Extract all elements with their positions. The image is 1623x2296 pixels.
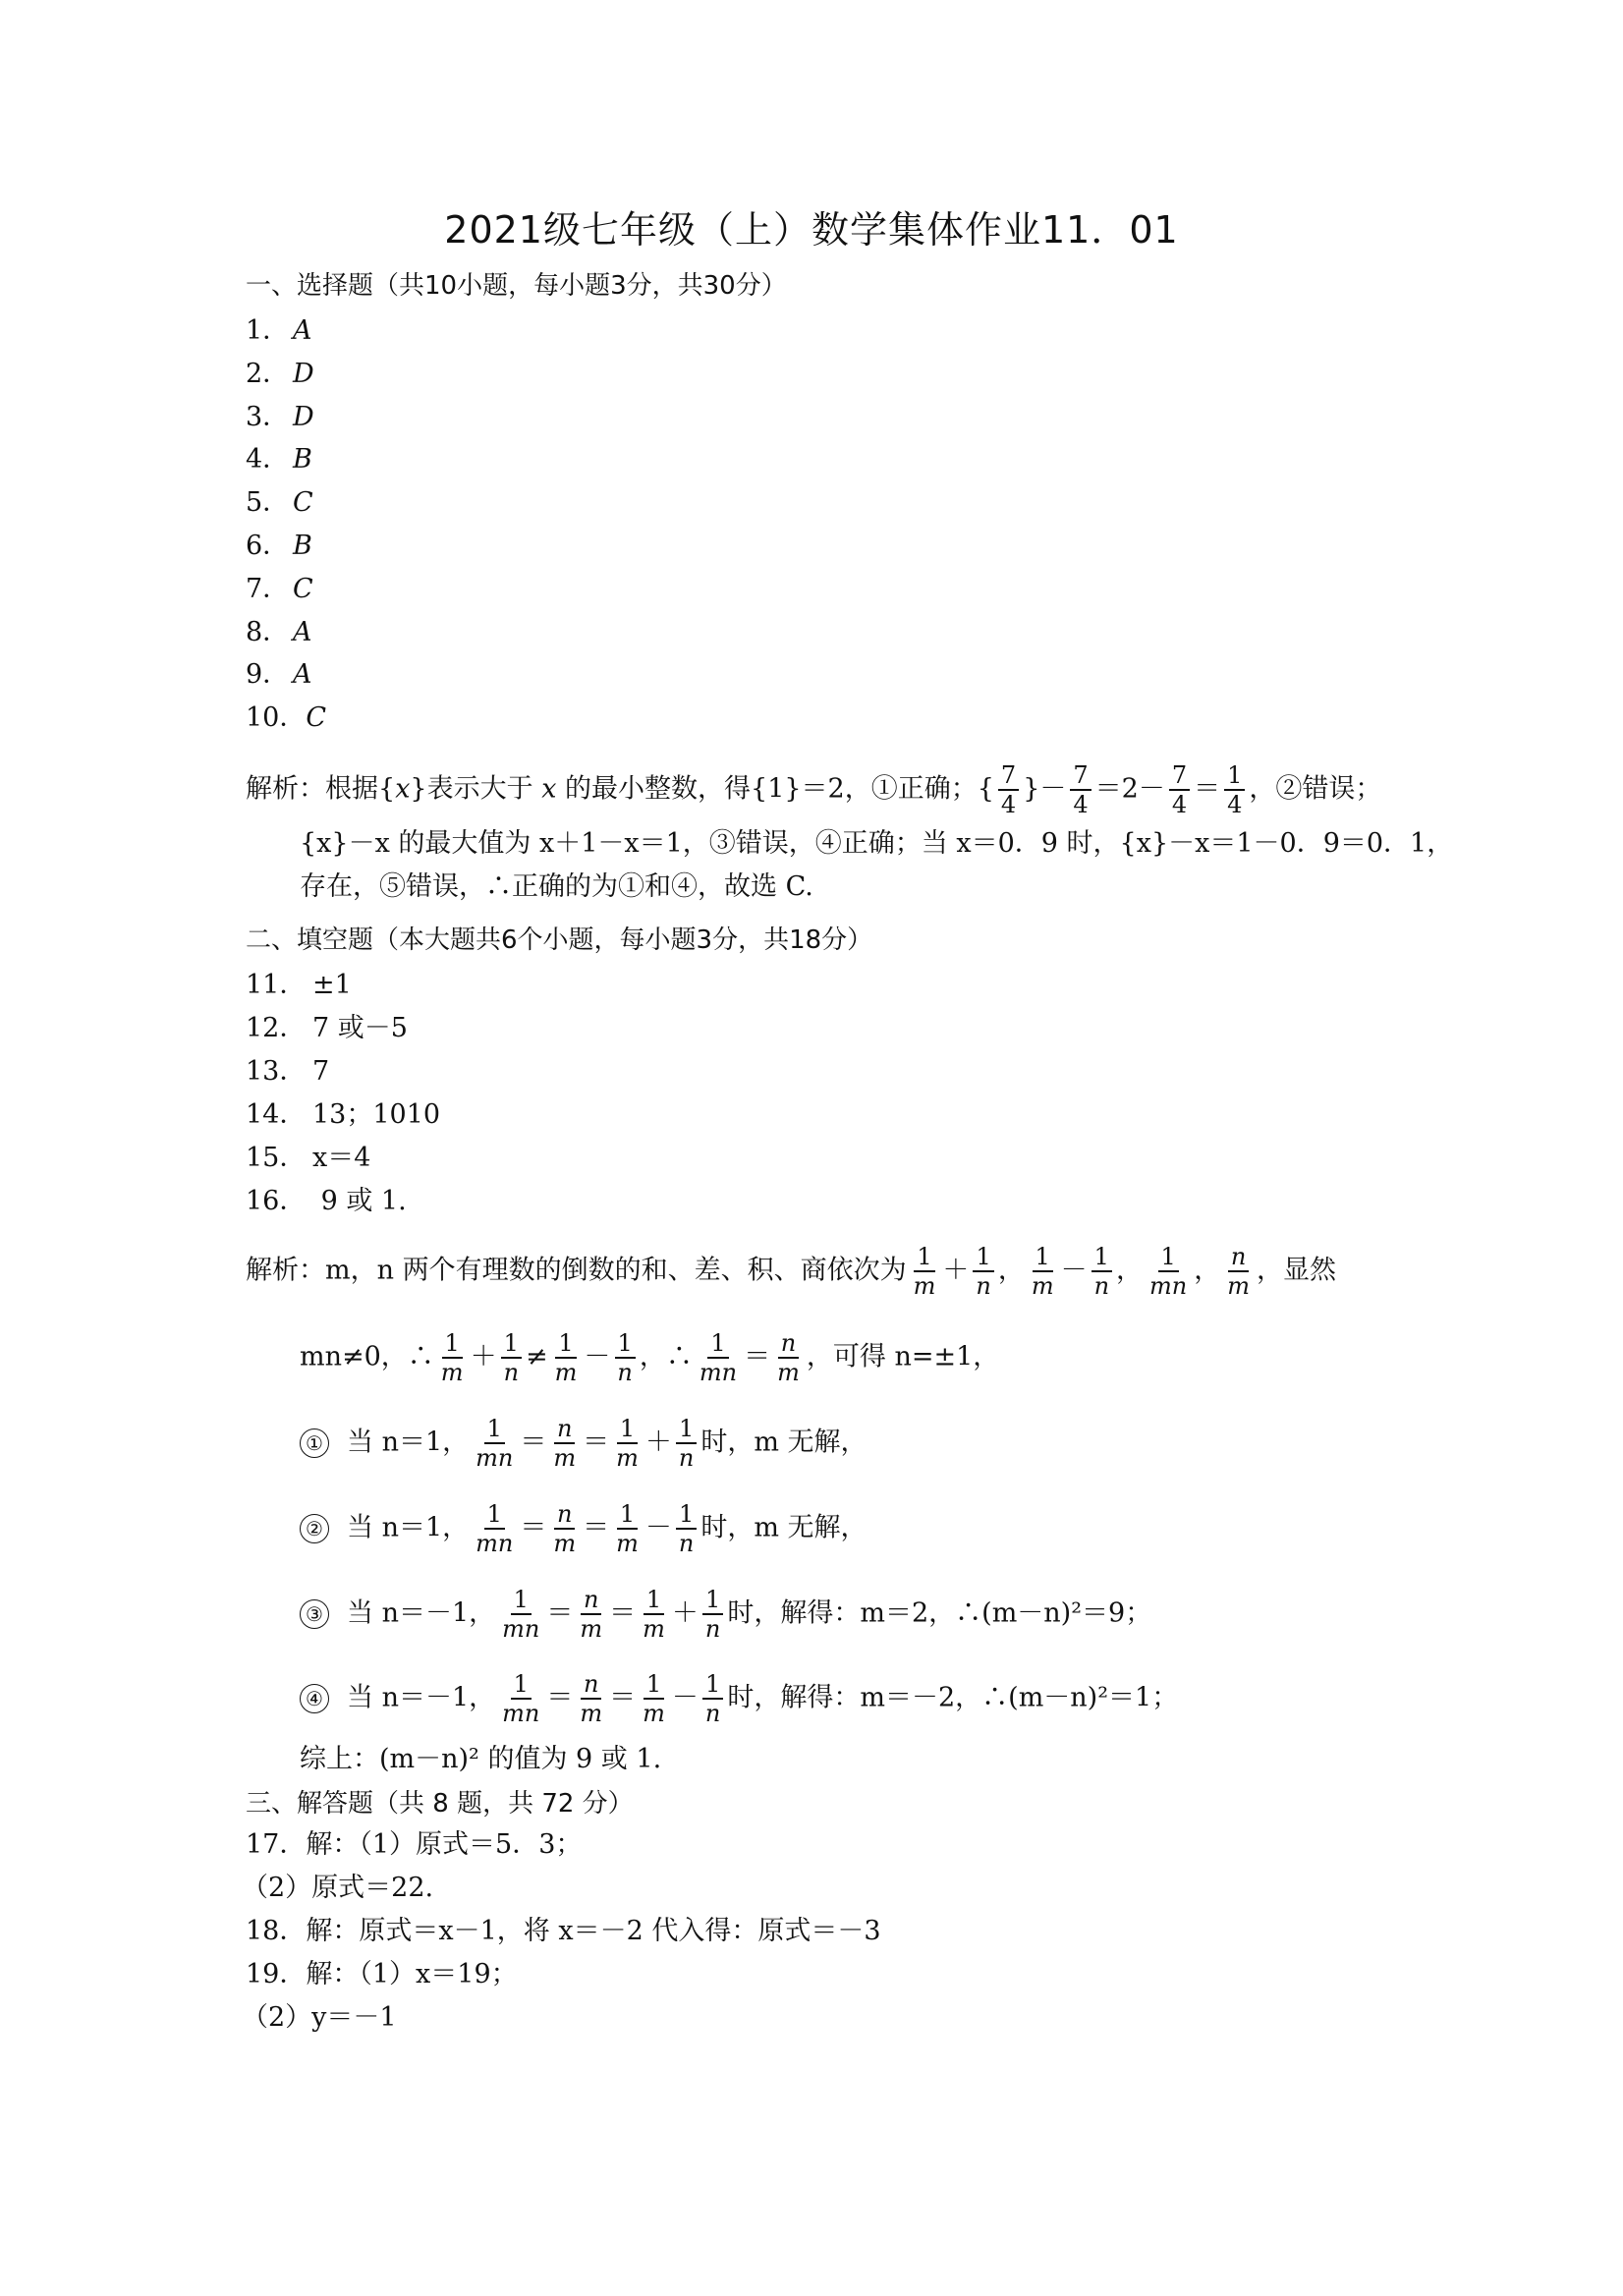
section1-header: 一、选择题（共10小题，每小题3分，共30分） [246,271,787,301]
denominator: mn [476,1444,514,1472]
op: ＋ [644,1427,672,1458]
numerator: n [1228,1243,1249,1272]
text: ，②错误； [1249,773,1382,805]
numerator: 1 [484,1415,505,1444]
numerator: n [581,1670,601,1700]
answer-number: 11． [246,970,307,1000]
numerator: n [778,1329,799,1359]
text: 当 n＝1， [347,1512,470,1543]
denominator: 4 [1227,791,1243,818]
op: ， [997,1255,1025,1286]
op: ≠ [526,1341,548,1372]
case-line [300,1586,1151,1643]
fill-answer [246,1143,370,1174]
fill-answer [246,1186,407,1217]
text: ，∴ [639,1341,693,1372]
text: 时，m 无解， [700,1512,867,1543]
section2-header: 二、填空题（本大题共6个小题，每小题3分，共18分） [246,925,873,955]
numerator: 1 [617,1500,638,1530]
answer-number: 4． [246,444,290,476]
numerator: 1 [914,1243,934,1272]
fraction [676,1415,697,1472]
answer-value: C [306,702,327,734]
op: － [671,1682,699,1713]
op: ＝ [609,1682,637,1713]
fraction [1070,761,1091,818]
answer-number: 15． [246,1143,307,1173]
denominator: n [704,1615,721,1643]
op: ＝ [546,1682,574,1713]
fraction [1224,761,1245,818]
numerator: 1 [442,1329,463,1359]
denominator: mn [476,1530,514,1557]
denominator: m [553,1444,577,1472]
op: ＝ [583,1427,610,1458]
numerator: 1 [501,1329,522,1359]
denominator: m [643,1700,665,1727]
fill-answer [246,1056,329,1088]
op: ＋ [671,1597,699,1629]
text: 当 n＝－1， [347,1682,496,1713]
denominator: m [440,1359,464,1386]
fraction [473,1500,516,1557]
text: ，显然 [1257,1255,1337,1286]
fraction [1147,1243,1190,1300]
denominator: mn [1149,1272,1188,1300]
op: ＝ [520,1512,547,1543]
case-number: ① [300,1428,329,1458]
fraction [577,1670,605,1727]
denominator: m [643,1615,665,1643]
denominator: m [616,1530,639,1557]
text: 当 n＝－1， [347,1597,496,1629]
answer-number: 16． [246,1186,307,1216]
denominator: mn [502,1615,540,1643]
numerator: 1 [1033,1243,1053,1272]
denominator: m [913,1272,936,1300]
fraction [1169,761,1190,818]
fraction [577,1586,605,1643]
fraction [973,1243,993,1300]
answer-value: 13；1010 [312,1099,441,1130]
fill-answer [246,970,352,1001]
var-x: x [395,773,411,805]
fraction [702,1670,723,1727]
answer-value: A [293,659,312,691]
choice-answer [246,359,314,390]
numerator: 7 [1169,761,1190,791]
text: ＝ [1194,773,1221,805]
numerator: 1 [644,1670,664,1700]
answer-number: 6． [246,531,290,561]
fraction [998,761,1019,818]
section2-summary: 综上：(m－n)² 的值为 9 或 1. [300,1744,662,1774]
text: 当 n＝1， [347,1427,470,1458]
text: ＝2－ [1094,773,1165,805]
denominator: m [616,1444,639,1472]
answer-value: A [293,616,312,647]
numerator: 1 [676,1500,697,1530]
fraction [640,1586,668,1643]
fraction [499,1586,542,1643]
case-number: ② [300,1514,329,1543]
choice-answer [246,315,312,347]
numerator: n [554,1415,575,1444]
text: 解析：根据{ [246,773,396,805]
fraction [438,1329,467,1386]
text: 的最小整数，得{1}＝2，①正确；{ [556,773,994,805]
answer-value: B [293,531,312,561]
fraction [697,1329,740,1386]
denominator: 4 [1171,791,1188,818]
denominator: 4 [1073,791,1089,818]
answer-number: 13． [246,1056,307,1087]
numerator: 1 [617,1415,638,1444]
fraction [1029,1243,1057,1300]
fraction [499,1670,542,1727]
fraction [613,1415,642,1472]
choice-answer [246,487,313,519]
answer-value: B [293,444,312,476]
choice-answer [246,531,312,562]
denominator: n [678,1530,695,1557]
numerator: 1 [1158,1243,1179,1272]
case-line [300,1500,867,1557]
numerator: 1 [484,1500,505,1530]
solution-line: 19．解：（1）x＝19； [246,1959,518,1989]
solution-line: 18．解：原式＝x－1，将 x＝－2 代入得：原式＝－3 [246,1916,881,1946]
numerator: 7 [998,761,1019,791]
fraction [552,1329,581,1386]
choice-answer [246,402,314,433]
section3-header: 三、解答题（共 8 题，共 72 分） [246,1789,634,1819]
op: ＝ [609,1597,637,1629]
case-line [300,1415,867,1472]
fraction [501,1329,522,1386]
denominator: m [553,1530,577,1557]
numerator: 1 [615,1329,636,1359]
answer-number: 3． [246,401,290,432]
text: ，可得 n=±1， [806,1341,1000,1372]
choice-answer [246,702,326,734]
numerator: 7 [1070,761,1091,791]
text: 解析：m，n 两个有理数的倒数的和、差、积、商依次为 [246,1255,907,1286]
numerator: 1 [1224,761,1245,791]
op: ＝ [546,1597,574,1629]
op: ＝ [744,1341,771,1372]
numerator: 1 [555,1329,576,1359]
op: － [1060,1255,1088,1286]
numerator: 1 [644,1586,664,1615]
denominator: n [503,1359,520,1386]
answer-value: 7 或－5 [312,1013,408,1043]
answer-value: ±1 [312,970,352,1000]
numerator: n [554,1500,575,1530]
text: 时，解得：m＝－2，∴(m－n)²＝1； [727,1682,1179,1713]
denominator: n [1093,1272,1110,1300]
denominator: m [554,1359,578,1386]
op: － [644,1512,672,1543]
numerator: 1 [707,1329,728,1359]
denominator: n [678,1444,695,1472]
solution-line: （2）原式＝22. [242,1873,434,1903]
answer-number: 5． [246,487,290,519]
fraction [1091,1243,1112,1300]
denominator: m [580,1700,603,1727]
numerator: 1 [511,1586,532,1615]
solution-line: 17．解：（1）原式＝5．3； [246,1829,583,1860]
text: 时，m 无解， [700,1427,867,1458]
choice-answer [246,444,312,476]
answer-value: x＝4 [312,1143,371,1173]
answer-value: D [293,401,314,432]
denominator: 4 [1000,791,1017,818]
answer-number: 7． [246,573,290,604]
answer-number: 1． [246,315,290,346]
answer-number: 12． [246,1013,307,1043]
answer-number: 8． [246,616,290,647]
fraction [640,1670,668,1727]
answer-value: D [293,358,314,389]
fraction [550,1415,579,1472]
answer-value: C [293,573,313,604]
fill-answer [246,1013,408,1044]
op: ＋ [942,1255,970,1286]
choice-answer [246,574,313,605]
op: ， [1116,1255,1144,1286]
denominator: n [704,1700,721,1727]
page-title: 2021级七年级（上）数学集体作业11．01 [444,208,1179,252]
denominator: m [1227,1272,1251,1300]
denominator: m [1031,1272,1054,1300]
fraction [702,1586,723,1643]
fraction [1224,1243,1253,1300]
section1-analysis-line2: {x}－x 的最大值为 x＋1－x＝1，③错误，④正确；当 x＝0．9 时，{x}－x＝1－0．9＝0．1， [300,828,1454,859]
numerator: 1 [702,1670,723,1700]
text: }表示大于 [410,773,533,805]
case-number: ③ [300,1599,329,1629]
numerator: 1 [973,1243,993,1272]
fraction [613,1500,642,1557]
section1-analysis-line3: 存在，⑤错误，∴正确的为①和④，故选 C. [300,871,813,902]
op: ＝ [583,1512,610,1543]
fraction [473,1415,516,1472]
fraction [550,1500,579,1557]
choice-answer [246,659,312,691]
numerator: n [581,1586,601,1615]
denominator: n [617,1359,633,1386]
answer-value: C [293,487,313,519]
choice-answer [246,617,312,648]
numerator: 1 [511,1670,532,1700]
section2-analysis-line1 [246,1243,1336,1300]
denominator: mn [699,1359,738,1386]
op: － [584,1341,611,1372]
answer-number: 14． [246,1099,307,1130]
var-x: x [541,773,557,805]
answer-number: 9． [246,659,290,691]
op: ＋ [470,1341,497,1372]
fraction [911,1243,939,1300]
denominator: m [580,1615,603,1643]
answer-value: 7 [312,1056,330,1087]
text: mn≠0，∴ [300,1341,434,1372]
denominator: n [976,1272,991,1300]
case-line [300,1670,1178,1727]
denominator: m [777,1359,800,1386]
numerator: 1 [702,1586,723,1615]
fraction [774,1329,803,1386]
numerator: 1 [1091,1243,1112,1272]
text: 时，解得：m＝2，∴(m－n)²＝9； [727,1597,1152,1629]
answer-number: 2． [246,358,290,389]
answer-value: A [293,315,312,346]
op: ， [1194,1255,1221,1286]
section2-analysis-line2 [300,1329,999,1386]
fraction [676,1500,697,1557]
answer-number: 10． [246,702,307,734]
numerator: 1 [676,1415,697,1444]
fill-answer [246,1099,440,1131]
section1-analysis-line1 [246,761,1381,818]
denominator: mn [502,1700,540,1727]
fraction [614,1329,635,1386]
op: ＝ [520,1427,547,1458]
case-number: ④ [300,1684,329,1713]
text: }－ [1023,773,1067,805]
solution-line: （2）y＝－1 [242,2002,397,2033]
answer-value: 9 或 1. [312,1186,407,1216]
